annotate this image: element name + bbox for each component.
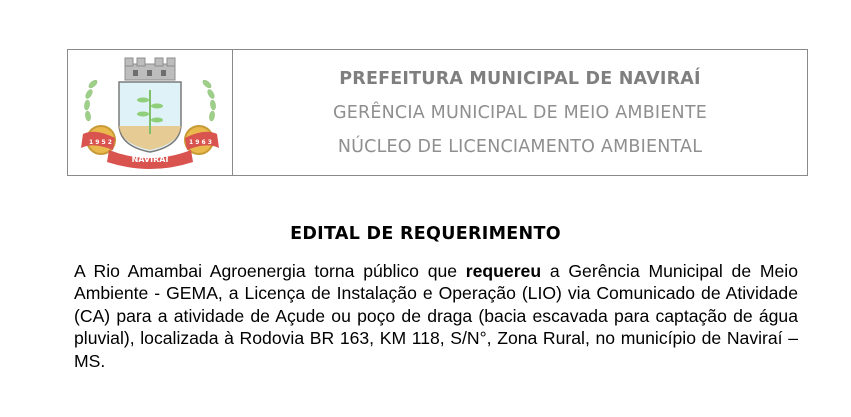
logo-city-name: NAVIRAÍ (131, 154, 169, 164)
gerencia-title: GERÊNCIA MUNICIPAL DE MEIO AMBIENTE (333, 102, 707, 123)
logo-year-right: 1 9 6 3 (189, 138, 212, 146)
edital-body (74, 260, 798, 372)
letterhead (67, 49, 808, 176)
prefeitura-title: PREFEITURA MUNICIPAL DE NAVIRAÍ (339, 68, 701, 89)
body-text-start: A Rio Amambai Agroenergia torna público que (74, 261, 466, 281)
logo-year-left: 1 9 5 2 (89, 138, 112, 146)
letterhead-titles (233, 50, 807, 175)
nucleo-title: NÚCLEO DE LICENCIAMENTO AMBIENTAL (337, 136, 703, 157)
edital-title: EDITAL DE REQUERIMENTO (290, 224, 561, 244)
logo-cell (68, 50, 233, 175)
coat-of-arms-icon (75, 54, 225, 172)
body-text-end: a Gerência Municipal de Meio Ambiente - GEMA, a Licença de Instalação e Operação (LIO) via Comunicado de Atividade (CA) para a atividade de Açude ou poço de draga (bacia escavada para captação de água pluvial), localizada à Rodovia BR 163, KM 118, S/N°, Zona Rural, no município de Naviraí – MS. (74, 261, 799, 371)
body-text-bold: requereu (465, 261, 542, 281)
